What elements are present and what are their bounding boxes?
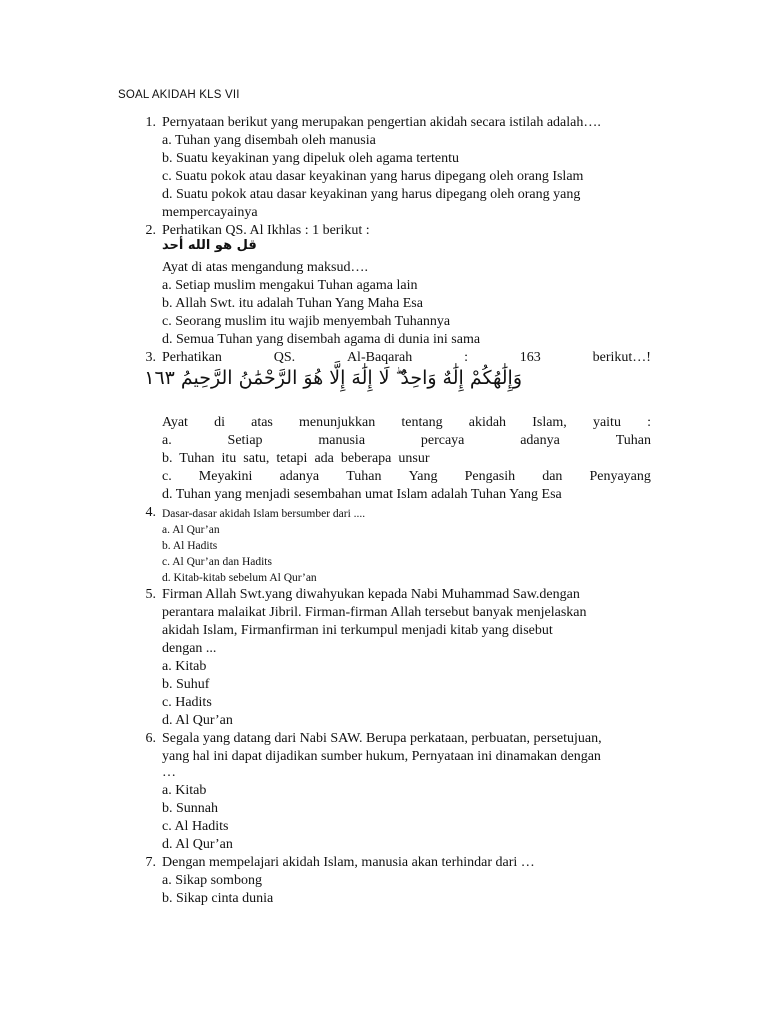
question-1-option-b: b. Suatu keyakinan yang dipeluk oleh agama tertentu — [162, 151, 460, 166]
question-3-option-c: c. Meyakini adanya Tuhan Yang Pengasih dan Penyayang — [162, 469, 651, 484]
question-3-option-d: d. Tuhan yang menjadi sesembahan umat Islam adalah Tuhan Yang Esa — [162, 487, 562, 502]
question-5-text-line-1: Firman Allah Swt.yang diwahyukan kepada Nabi Muhammad Saw.dengan — [162, 587, 580, 602]
question-4-text: Dasar-dasar akidah Islam bersumber dari .... — [162, 508, 366, 520]
question-3-option-b: b. Tuhan itu satu, tetapi ada beberapa unsur — [162, 451, 430, 466]
question-2-arabic: قل هو الله أحد — [162, 238, 257, 253]
question-2-option-a: a. Setiap muslim mengakui Tuhan agama lain — [162, 278, 418, 293]
question-1-number: 1. — [145, 115, 156, 130]
question-5-option-c: c. Hadits — [162, 695, 212, 710]
question-6-text-line-2: yang hal ini dapat dijadikan sumber hukum, Pernyataan ini dinamakan dengan — [162, 749, 601, 764]
question-5-option-b: b. Suhuf — [162, 677, 210, 692]
question-1-option-a: a. Tuhan yang disembah oleh manusia — [162, 133, 376, 148]
question-6-number: 6. — [145, 731, 156, 746]
question-2-number: 2. — [145, 223, 156, 238]
question-5-text-line-4: dengan ... — [162, 641, 217, 656]
question-4-option-c: c. Al Qur’an dan Hadits — [162, 556, 272, 568]
question-5-option-a: a. Kitab — [162, 659, 207, 674]
question-5-text-line-3: akidah Islam, Firmanfirman ini terkumpul menjadi kitab yang disebut — [162, 623, 553, 638]
question-3-number: 3. — [145, 350, 156, 365]
question-3-option-a: a. Setiap manusia percaya adanya Tuhan — [162, 433, 651, 448]
question-1-option-d-cont: mempercayainya — [162, 205, 258, 220]
question-1-option-d: d. Suatu pokok atau dasar keyakinan yang harus dipegang oleh orang yang — [162, 187, 581, 202]
question-2-stem: Ayat di atas mengandung maksud…. — [162, 260, 368, 275]
question-5-text-line-2: perantara malaikat Jibril. Firman-firman Allah tersebut banyak menjelaskan — [162, 605, 587, 620]
question-5-number: 5. — [145, 587, 156, 602]
question-6-text-line-1: Segala yang datang dari Nabi SAW. Berupa perkataan, perbuatan, persetujuan, — [162, 731, 602, 746]
question-2-text: Perhatikan QS. Al Ikhlas : 1 berikut : — [162, 223, 370, 238]
question-3-stem: Ayat di atas menunjukkan tentang akidah Islam, yaitu : — [162, 415, 651, 430]
question-2-option-d: d. Semua Tuhan yang disembah agama di dunia ini sama — [162, 332, 481, 347]
question-7-option-b: b. Sikap cinta dunia — [162, 891, 274, 906]
question-7-number: 7. — [145, 855, 156, 870]
question-4-number: 4. — [145, 505, 156, 520]
question-1-text: Pernyataan berikut yang merupakan pengertian akidah secara istilah adalah…. — [162, 115, 601, 130]
question-6-text-line-3: … — [162, 765, 176, 780]
question-4-option-d: d. Kitab-kitab sebelum Al Qur’an — [162, 572, 317, 584]
question-4-option-b: b. Al Hadits — [162, 540, 218, 552]
question-6-option-a: a. Kitab — [162, 783, 207, 798]
question-2-option-b: b. Allah Swt. itu adalah Tuhan Yang Maha Esa — [162, 296, 423, 311]
question-3-text: Perhatikan QS. Al-Baqarah : 163 berikut…! — [162, 350, 651, 365]
question-7-text: Dengan mempelajari akidah Islam, manusia akan terhindar dari … — [162, 855, 535, 870]
question-7-option-a: a. Sikap sombong — [162, 873, 262, 888]
question-5-option-d: d. Al Qur’an — [162, 713, 233, 728]
question-6-option-d: d. Al Qur’an — [162, 837, 233, 852]
question-4-option-a: a. Al Qur’an — [162, 524, 220, 536]
question-6-option-c: c. Al Hadits — [162, 819, 229, 834]
question-6-option-b: b. Sunnah — [162, 801, 218, 816]
question-2-option-c: c. Seorang muslim itu wajib menyembah Tuhannya — [162, 314, 451, 329]
question-3-arabic-verse: وَإِلَٰهُكُمْ إِلَٰهٌ وَاحِدٌ ۖ لَا إِلَٰهَ إِلَّا هُوَ الرَّحْمَٰنُ الرَّحِيمُ ١٦٣ — [144, 367, 522, 389]
document-title: SOAL AKIDAH KLS VII — [118, 89, 240, 101]
question-1-option-c: c. Suatu pokok atau dasar keyakinan yang harus dipegang oleh orang Islam — [162, 169, 584, 184]
